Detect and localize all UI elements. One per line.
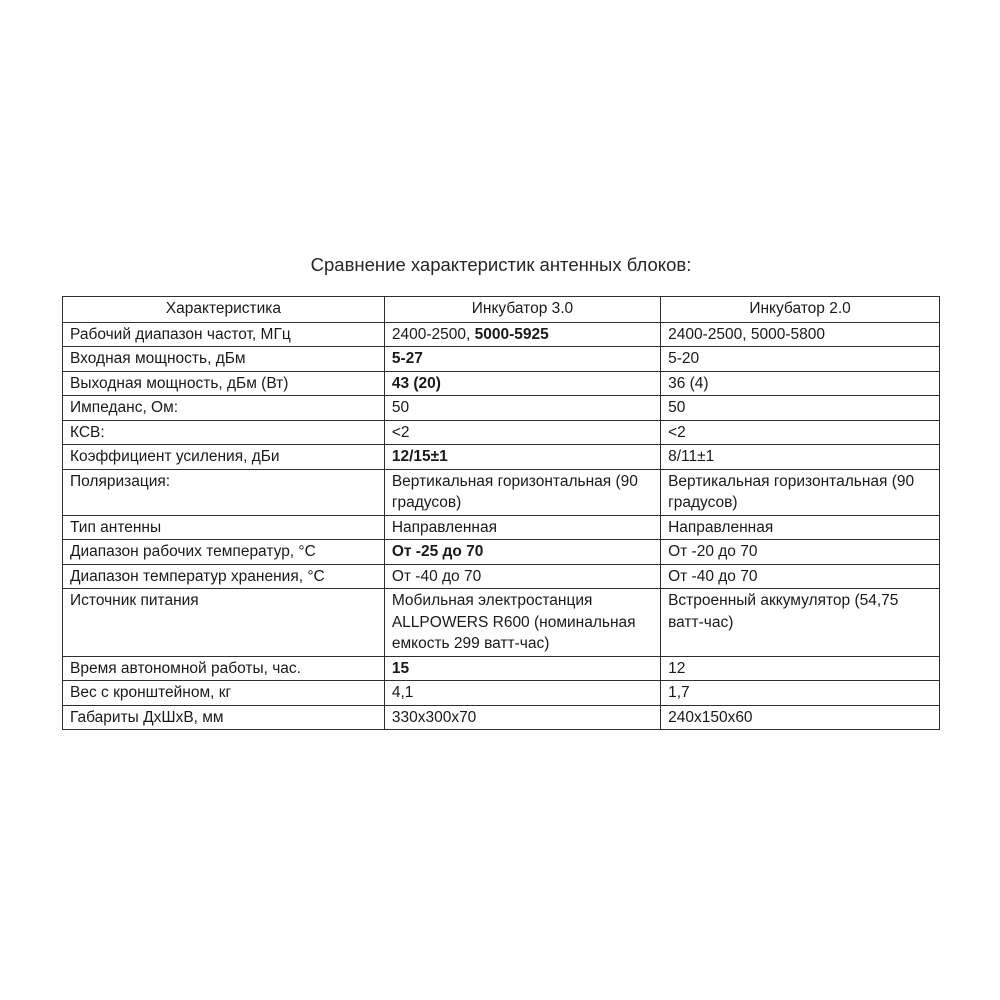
value-bold-text: 12/15±1 <box>391 448 448 465</box>
value-text: 50 <box>391 399 410 416</box>
value-text: <2 <box>391 423 410 441</box>
characteristic-cell: Диапазон рабочих температур, °С <box>63 540 385 565</box>
table-row <box>63 371 940 396</box>
incubator3-cell <box>384 540 660 565</box>
page-title: Сравнение характеристик антенных блоков: <box>310 254 692 275</box>
value-text: 330x300x70 <box>391 708 477 726</box>
incubator2-cell: <2 <box>661 420 940 445</box>
page-container <box>62 0 940 730</box>
value-bold-text: 5-27 <box>391 350 423 367</box>
comparison-table <box>62 296 940 730</box>
table-row <box>63 445 940 470</box>
incubator3-cell <box>384 469 660 515</box>
incubator2-cell: 2400-2500, 5000-5800 <box>661 322 940 347</box>
incubator2-cell: 8/11±1 <box>661 445 940 470</box>
incubator3-cell <box>384 445 660 470</box>
table-row <box>63 347 940 372</box>
characteristic-cell: Рабочий диапазон частот, МГц <box>63 322 385 347</box>
characteristic-cell: Время автономной работы, час. <box>63 656 385 681</box>
header-incubator-2: Инкубатор 2.0 <box>661 297 940 323</box>
incubator2-cell: 12 <box>661 656 940 681</box>
incubator3-cell <box>384 515 660 540</box>
incubator3-cell <box>384 705 660 730</box>
incubator3-cell <box>384 420 660 445</box>
table-row <box>63 564 940 589</box>
value-bold-text: 15 <box>391 659 410 677</box>
header-characteristic: Характеристика <box>63 297 385 323</box>
characteristic-cell: КСВ: <box>63 420 385 445</box>
value-text: Вертикальная горизонтальная (90 градусов) <box>391 472 638 511</box>
incubator3-cell <box>384 396 660 421</box>
characteristic-cell: Вес с кронштейном, кг <box>63 681 385 706</box>
table-row <box>63 396 940 421</box>
value-text: 4,1 <box>391 684 414 701</box>
incubator3-cell <box>384 681 660 706</box>
characteristic-cell: Диапазон температур хранения, °С <box>63 564 385 589</box>
incubator2-cell: 240x150x60 <box>661 705 940 730</box>
incubator3-cell <box>384 371 660 396</box>
characteristic-cell: Выходная мощность, дБм (Вт) <box>63 371 385 396</box>
table-row <box>63 515 940 540</box>
incubator3-cell <box>384 347 660 372</box>
incubator2-cell: Вертикальная горизонтальная (90 градусов) <box>661 469 940 515</box>
value-bold-text: 5000-5925 <box>474 325 549 343</box>
incubator3-cell <box>384 589 660 657</box>
characteristic-cell: Тип антенны <box>63 515 385 540</box>
characteristic-cell: Габариты ДхШхВ, мм <box>63 705 385 730</box>
incubator3-cell <box>384 322 660 347</box>
characteristic-cell: Поляризация: <box>63 469 385 515</box>
header-incubator-3: Инкубатор 3.0 <box>384 297 660 323</box>
table-header-row <box>63 297 940 323</box>
incubator2-cell: От -40 до 70 <box>661 564 940 589</box>
table-row <box>63 705 940 730</box>
value-text: 2400-2500, <box>391 325 475 343</box>
table-row <box>63 322 940 347</box>
incubator2-cell: Направленная <box>661 515 940 540</box>
characteristic-cell: Коэффициент усиления, дБи <box>63 445 385 470</box>
incubator2-cell: 36 (4) <box>661 371 940 396</box>
value-bold-text: От -25 до 70 <box>391 543 484 560</box>
table-row <box>63 469 940 515</box>
value-text: Направленная <box>391 518 497 536</box>
characteristic-cell: Источник питания <box>63 589 385 657</box>
table-row <box>63 420 940 445</box>
incubator3-cell <box>384 656 660 681</box>
characteristic-cell: Входная мощность, дБм <box>63 347 385 372</box>
table-row <box>63 656 940 681</box>
incubator2-cell: 1,7 <box>661 681 940 706</box>
value-text: От -40 до 70 <box>391 567 482 585</box>
incubator2-cell: 50 <box>661 396 940 421</box>
incubator3-cell <box>384 564 660 589</box>
value-text: Мобильная электростанция ALLPOWERS R600 (номинальная емкость 299 ватт-час) <box>391 592 636 652</box>
table-row <box>63 589 940 657</box>
incubator2-cell: 5-20 <box>661 347 940 372</box>
incubator2-cell: Встроенный аккумулятор (54,75 ватт-час) <box>661 589 940 657</box>
characteristic-cell: Импеданс, Ом: <box>63 396 385 421</box>
table-row <box>63 540 940 565</box>
incubator2-cell: От -20 до 70 <box>661 540 940 565</box>
value-bold-text: 43 (20) <box>391 374 441 392</box>
table-row <box>63 681 940 706</box>
